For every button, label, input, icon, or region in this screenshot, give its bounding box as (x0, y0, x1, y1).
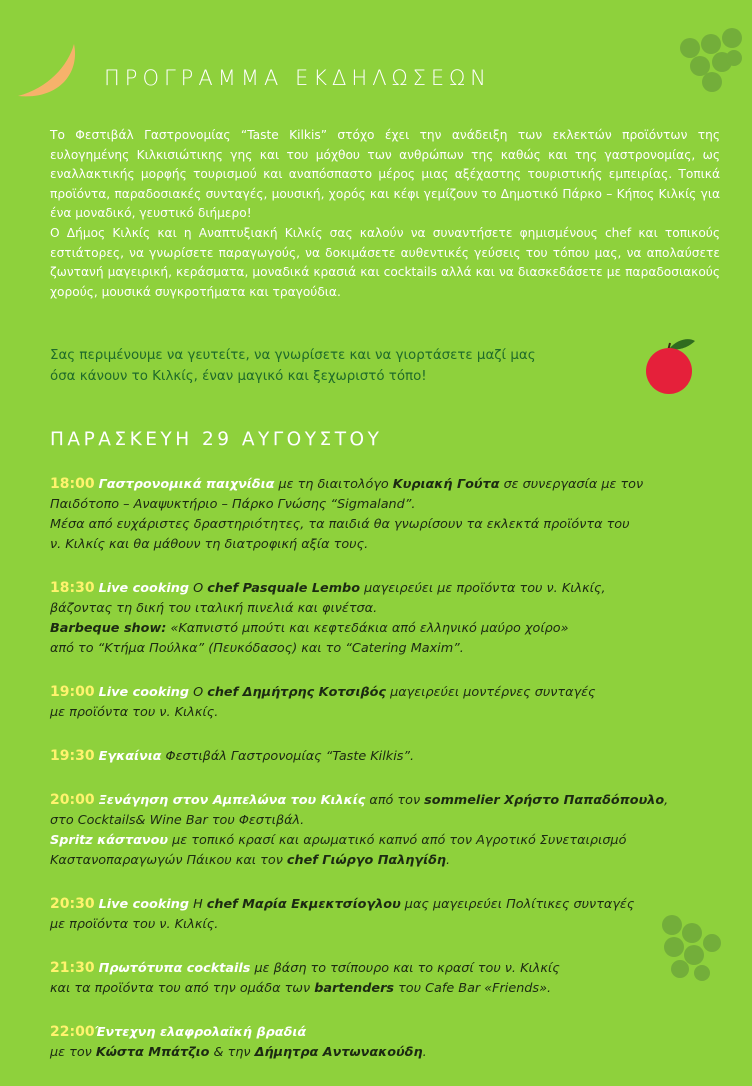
apple-icon (643, 333, 699, 397)
event-1830 (50, 578, 750, 659)
page-title: ΠΡΟΓΡΑΜΜΑ ΕΚΔΗΛΩΣΕΩΝ (104, 66, 491, 90)
event-text: Φεστιβάλ Γαστρονομίας “Taste Kilkis”. (161, 749, 415, 764)
event-text: «Καπνιστό μπούτι και κεφτεδάκια από ελληνικό μαύρο χοίρο» (166, 621, 569, 636)
greeting-line-1: Σας περιμένουμε να γευτείτε, να γνωρίσετε και να γιορτάσετε μαζί μας (50, 348, 536, 363)
event-line: Μέσα από ευχάριστες δραστηριότητες, τα παιδιά θα γνωρίσουν τα εκλεκτά προϊόντα του (50, 517, 630, 532)
event-line: στο Cocktails& Wine Bar του Φεστιβάλ. (50, 813, 305, 828)
event-1900 (50, 682, 750, 723)
event-text: , (664, 793, 669, 808)
event-line (50, 1022, 750, 1043)
grapes-icon (676, 26, 748, 92)
event-person: chef Μαρία Εκμεκτσίογλου (206, 897, 401, 912)
event-text: Καστανοπαραγωγών Πάικου και τον (50, 853, 287, 868)
event-person: sommelier Χρήστο Παπαδόπουλο (424, 793, 665, 808)
event-line (50, 746, 750, 767)
event-person: Κυριακή Γούτα (392, 477, 500, 492)
event-line (50, 958, 750, 979)
event-time: 20:00 (50, 792, 95, 808)
event-line (50, 851, 750, 871)
event-text: από τον (365, 793, 425, 808)
greeting-text (50, 345, 610, 387)
greeting-line-2: όσα κάνουν το Κιλκίς, έναν μαγικό και ξεχωριστό τόπο! (50, 369, 427, 384)
event-headline: Γαστρονομικά παιχνίδια (98, 477, 275, 492)
event-1930 (50, 746, 750, 767)
event-time: 18:00 (50, 476, 95, 492)
event-line (50, 578, 750, 599)
event-time: 19:30 (50, 748, 95, 764)
event-text: Ο (189, 685, 208, 700)
event-1800 (50, 474, 750, 555)
event-person: chef Pasquale Lembo (207, 581, 360, 596)
day-title: ΠΑΡΑΣΚΕΥΗ 29 ΑΥΓΟΥΣΤΟΥ (50, 429, 383, 450)
event-text: με τη διαιτολόγο (274, 477, 393, 492)
event-text: με βάση το τσίπουρο και το κρασί του ν. Κιλκίς (250, 961, 560, 976)
event-headline: Ξενάγηση στον Αμπελώνα του Κιλκίς (98, 793, 366, 808)
event-2130 (50, 958, 750, 999)
event-person: chef Γιώργο Παληγίδη (286, 853, 447, 868)
event-text: μαγειρεύει μοντέρνες συνταγές (386, 685, 596, 700)
event-2000 (50, 790, 750, 871)
event-time: 18:30 (50, 580, 95, 596)
event-line (50, 619, 750, 639)
intro-paragraph-2: Ο Δήμος Κιλκίς και η Αναπτυξιακή Κιλκίς σας καλούν να συναντήσετε φημισμένους chef και τοπικούς εστιάτορες, να γνωρίσετε παραγωγούς, να δοκιμάσετε αυθεντικές γεύσεις του τόπου μας, να απολαύσετε ζωντανή μαγειρική, κεράσματα, μοναδικά κρασιά και cocktails αλλά και να διασκεδάσετε με παραδοσιακούς χορούς, μουσικά συγκροτήματα και τραγούδια. (50, 225, 720, 299)
event-text: Η (189, 897, 207, 912)
event-headline: Live cooking (98, 897, 190, 912)
event-headline: Εγκαίνια (98, 749, 162, 764)
event-line: ν. Κιλκίς και θα μάθουν τη διατροφική αξία τους. (50, 537, 369, 552)
event-label: Barbeque show: (50, 621, 167, 636)
event-person: bartenders (314, 981, 394, 996)
event-text: & την (209, 1045, 255, 1060)
event-text: με τον (50, 1045, 96, 1060)
event-list (50, 474, 750, 1086)
event-person: Δήμητρα Αντωνακούδη (254, 1045, 423, 1060)
event-text: και τα προϊόντα του από την ομάδα των (50, 981, 315, 996)
event-person: chef Δημήτρης Κοτσιβός (207, 685, 387, 700)
event-2200 (50, 1022, 750, 1063)
event-line: με προϊόντα του ν. Κιλκίς. (50, 705, 219, 720)
event-text: σε συνεργασία με τον (499, 477, 644, 492)
event-line (50, 1043, 750, 1063)
event-headline: Live cooking (98, 685, 190, 700)
melon-slice-icon (14, 42, 80, 104)
event-line: με προϊόντα του ν. Κιλκίς. (50, 917, 219, 932)
event-line (50, 474, 750, 495)
event-2030 (50, 894, 750, 935)
event-text: του Cafe Bar «Friends». (394, 981, 552, 996)
event-time: 20:30 (50, 896, 95, 912)
event-time: 19:00 (50, 684, 95, 700)
event-line: Παιδότοπο – Αναψυκτήριο – Πάρκο Γνώσης “Sigmaland”. (50, 497, 416, 512)
event-time: 22:00 (50, 1024, 95, 1040)
intro-paragraph-1: Το Φεστιβάλ Γαστρονομίας “Taste Kilkis” στόχο έχει την ανάδειξη των εκλεκτών προϊόντων της ευλογημένης Κιλκισιώτικης γης και του μόχθου των ανθρώπων της καθώς και της γαστρονομίας, ως εναλλακτικής μορφής τουρισμού και αναπόσπαστο μέρος μιας αξέχαστης τουριστικής εμπειρίας. Τοπικά προϊόντα, παραδοσιακές συνταγές, μουσική, χορός και κέφι γεμίζουν το Δημοτικό Πάρκο – Κήπος Κιλκίς για ένα μοναδικό, γευστικό διήμερο! (50, 128, 720, 221)
event-line: βάζοντας τη δική του ιταλική πινελιά και φινέτσα. (50, 601, 378, 616)
event-line (50, 831, 750, 851)
event-line: από το “Κτήμα Πούλκα” (Πευκόδασος) και το “Catering Maxim”. (50, 641, 464, 656)
event-person: Κώστα Μπάτζιο (95, 1045, 210, 1060)
event-label: Spritz κάστανου (50, 833, 169, 848)
event-headline: Πρωτότυπα cocktails (98, 961, 251, 976)
event-line (50, 979, 750, 999)
event-text: . (422, 1045, 427, 1060)
event-line (50, 682, 750, 703)
event-text: με τοπικό κρασί και αρωματικό καπνό από τον Αγροτικό Συνεταιρισμό (168, 833, 627, 848)
event-headline: Live cooking (98, 581, 190, 596)
event-text: μας μαγειρεύει Πολίτικες συνταγές (400, 897, 635, 912)
event-headline: Έντεχνη ελαφρολαϊκή βραδιά (94, 1025, 307, 1040)
event-text: Ο (189, 581, 208, 596)
event-text: . (446, 853, 451, 868)
event-line (50, 894, 750, 915)
event-time: 21:30 (50, 960, 95, 976)
event-line (50, 790, 750, 811)
intro-text (50, 126, 720, 302)
event-text: μαγειρεύει με προϊόντα του ν. Κιλκίς, (360, 581, 606, 596)
